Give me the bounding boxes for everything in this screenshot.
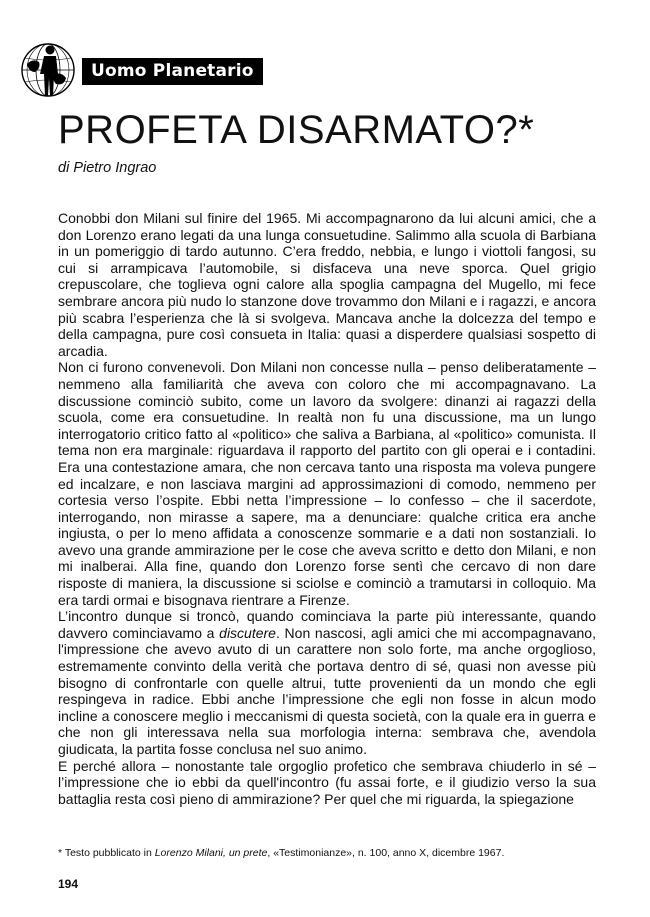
paragraph-text: . Non nascosi, agli amici che mi accompagnavano, l'impressione che avevo avuto di un carattere non solo forte, ma anche orgoglioso, estremamente convinto della verità che portava dentro di sé, quasi non avesse più bisogno di confrontarle con quelle altrui, tutte provenienti da un mondo che egli respingeva in radice. Ebbi anche l’impressione che egli non fosse in alcun modo incline a conoscere meglio i meccanismi di questa società, con la quale era in guerra e che non gli interessava nella sua morfologia interna: sembrava che, avendola giudicata, la partita fosse conclusa nel suo animo. xyxy=(58,624,596,757)
emphasis-text: discutere xyxy=(219,624,276,641)
footnote-text: * Testo pubblicato in xyxy=(58,847,155,859)
paragraph-text: L’incontro dunque si troncò, quando cominciava la parte più interessante, quando davvero cominciavamo a xyxy=(58,608,596,641)
article-body xyxy=(58,210,596,807)
paragraph: Conobbi don Milani sul finire del 1965. Mi accompagnarono da lui alcuni amici, che a don Lorenzo erano legati da una lunga consuetudine. Salimmo alla scuola di Barbiana in un pomeriggio di tardo autunno. C’era freddo, nebbia, e lungo i viottoli fangosi, su cui si arrampicava l’automobile, si disfaceva una neve sporca. Quel grigio crepuscolare, che toglieva ogni calore alla spoglia campagna del Mugello, mi fece sembrare ancora più nudo lo stanzone dove trovammo don Milani e i ragazzi, e ancora più scabra l’esperienza che là si svolgeva. Mancava anche la dolcezza del tempo e della campagna, pure così consueta in Italia: quasi a disperdere qualsiasi sospetto di arcadia. xyxy=(58,210,596,359)
page-number: 194 xyxy=(58,877,79,891)
article-title: PROFETA DISARMATO?* xyxy=(58,108,535,152)
paragraph xyxy=(58,608,596,757)
footnote-emphasis: Lorenzo Milani, un prete xyxy=(154,847,268,859)
section-label: Uomo Planetario xyxy=(82,58,263,85)
article-author: di Pietro Ingrao xyxy=(58,160,157,176)
footnote-text: , «Testimonianze», n. 100, anno X, dicembre 1967. xyxy=(267,847,505,859)
globe-person-icon xyxy=(18,40,78,100)
footnote xyxy=(58,847,504,859)
paragraph: Non ci furono convenevoli. Don Milani non concesse nulla – penso deliberatamente – nemmeno alla familiarità che aveva con coloro che mi accompagnavano. La discussione cominciò subito, come un lavoro da svolgere: dinanzi ai ragazzi della scuola, come era consuetudine. In realtà non fu una discussione, ma un lungo interrogatorio critico fatto al «politico» che saliva a Barbiana, al «politico» comunista. Il tema non era marginale: riguardava il rapporto del partito con gli operai e i contadini. Era una contestazione amara, che non cercava tanto una risposta ma voleva pungere ed incalzare, e non lasciava margini ad approssimazioni di comodo, nemmeno per cortesia verso l’ospite. Ebbi netta l’impressione – lo confesso – che il sacerdote, interrogando, non mirasse a sapere, ma a denunciare: qualche critica era anche ingiusta, o per lo meno affidata a conoscenze sommarie e a dati non sostanziali. Io avevo una grande ammirazione per le cose che aveva scritto e detto don Milani, e non mi inalberai. Alla fine, quando don Lorenzo forse sentì che cercavo di non dare risposte di maniera, la discussione si sciolse e cominciò a tramutarsi in colloquio. Ma era tardi ormai e bisognava rientrare a Firenze. xyxy=(58,359,596,608)
paragraph: E perché allora – nonostante tale orgoglio profetico che sembrava chiuderlo in sé – l’impressione che io ebbi da quell'incontro (fu assai forte, e il giudizio verso la sua battaglia resta così pieno di ammirazione? Per quel che mi riguarda, la spiegazione xyxy=(58,757,596,807)
